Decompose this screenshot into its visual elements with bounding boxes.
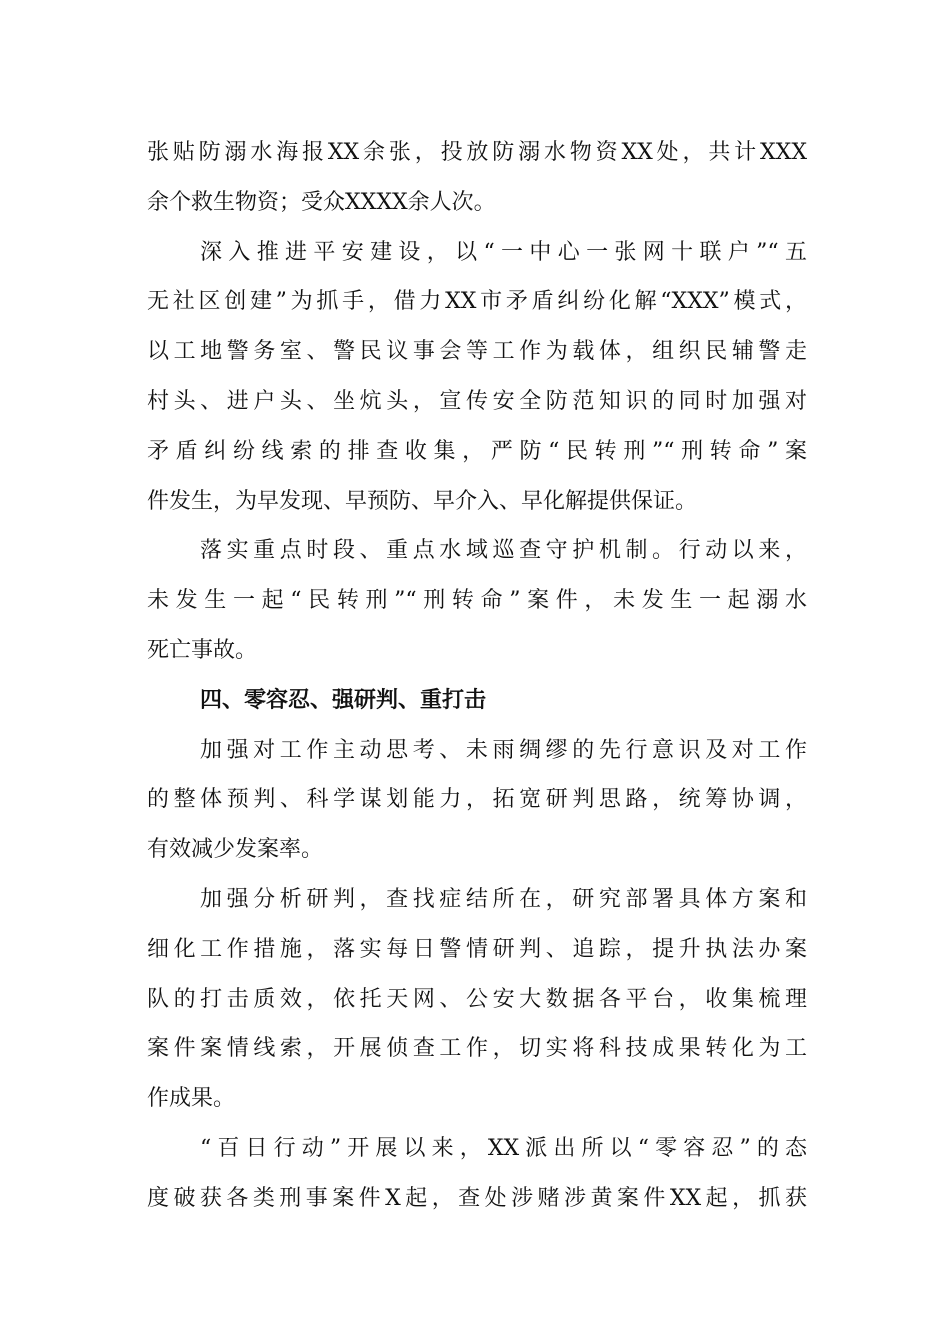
- document-page-body: [147, 128, 807, 1224]
- text-line: 未发生一起“民转刑”“刑转命”案件，未发生一起溺水: [147, 588, 807, 614]
- text-line: 细化工作措施，落实每日警情研判、追踪，提升执法办案: [147, 936, 807, 962]
- text-line: 张贴防溺水海报XX余张，投放防溺水物资XX处，共计XXX: [147, 140, 807, 165]
- text-line: 余个救生物资；受众XXXX余人次。: [147, 189, 496, 215]
- text-line: 度破获各类刑事案件X起，查处涉赌涉黄案件XX起，抓获: [147, 1185, 807, 1211]
- text-line: 落实重点时段、重点水域巡查守护机制。行动以来，: [200, 538, 807, 564]
- text-line: 村头、进户头、坐炕头，宣传安全防范知识的同时加强对: [147, 388, 807, 414]
- text-line: “百日行动”开展以来，XX派出所以“零容忍”的态: [200, 1135, 807, 1161]
- text-line: 无社区创建”为抓手，借力XX市矛盾纠纷化解“XXX”模式，: [147, 289, 807, 315]
- text-line: 的整体预判、科学谋划能力，拓宽研判思路，统筹协调，: [147, 787, 807, 813]
- text-line: 深入推进平安建设，以“一中心一张网十联户”“五: [200, 239, 807, 265]
- text-line: 队的打击质效，依托天网、公安大数据各平台，收集梳理: [147, 986, 807, 1012]
- text-line: 加强分析研判，查找症结所在，研究部署具体方案和: [200, 886, 807, 912]
- text-line: 有效减少发案率。: [147, 837, 324, 863]
- text-line: 矛盾纠纷线索的排查收集，严防“民转刑”“刑转命”案: [147, 438, 807, 464]
- text-line: 案件案情线索，开展侦查工作，切实将科技成果转化为工: [147, 1036, 807, 1062]
- section-heading: 四、零容忍、强研判、重打击: [200, 686, 487, 713]
- text-line: 加强对工作主动思考、未雨绸缪的先行意识及对工作: [200, 737, 807, 763]
- text-line: 以工地警务室、警民议事会等工作为载体，组织民辅警走: [147, 339, 807, 365]
- text-line: 件发生，为早发现、早预防、早介入、早化解提供保证。: [147, 488, 698, 514]
- text-line: 作成果。: [147, 1086, 236, 1112]
- text-line: 死亡事故。: [147, 637, 258, 663]
